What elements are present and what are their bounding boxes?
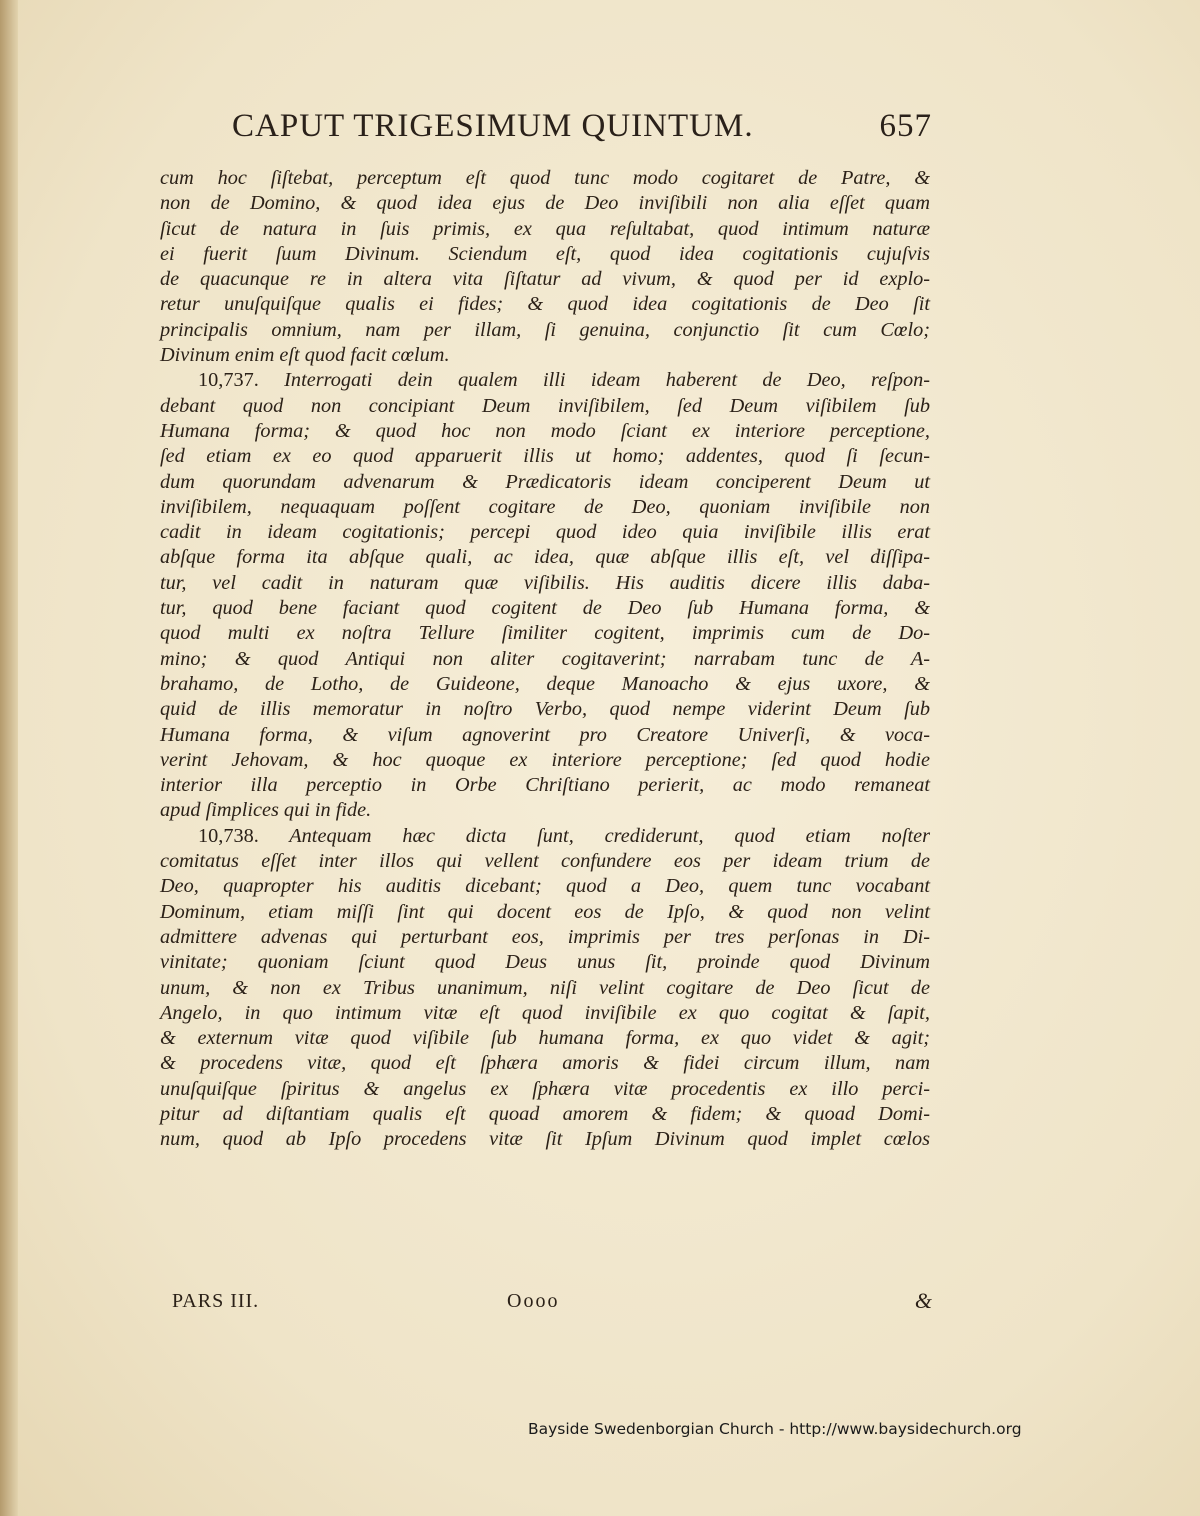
paragraph-number: 10,737. [198, 369, 259, 392]
line-text: cum hoc ſiſtebat, perceptum eſt quod tunc modo cogitaret de Patre, & [160, 167, 930, 189]
line-text: Deo, quapropter his auditis dicebant; quod a Deo, quem tunc vocabant [160, 875, 930, 898]
line-text: comitatus eſſet inter illos qui vellent confundere eos per ideam trium de [160, 850, 930, 873]
page-edge-shadow [0, 0, 18, 1516]
line-text: quod multi ex noſtra Tellure ſimiliter cogitent, imprimis cum de Do- [160, 622, 930, 645]
page-footer [172, 1290, 932, 1320]
credit-watermark: Bayside Swedenborgian Church - http://www.baysidechurch.org [528, 1420, 1022, 1438]
line-text: quid de illis memoratur in noſtro Verbo, quod nempe viderint Deum ſub [160, 698, 930, 721]
text-line [160, 242, 930, 267]
line-text: Interrogati dein qualem illi ideam haberent de Deo, reſpon- [284, 369, 930, 392]
text-line [160, 950, 930, 975]
signature-part: PARS III. [172, 1290, 260, 1312]
text-line [160, 748, 930, 773]
text-line [160, 798, 930, 823]
body-text [160, 166, 930, 1153]
text-line [160, 1127, 930, 1152]
line-text: debant quod non concipiant Deum inviſibilem, ſed Deum viſibilem ſub [160, 394, 930, 417]
line-text: apud ſimplices qui in fide. [160, 799, 372, 822]
line-text: & externum vitæ quod viſibile ſub humana forma, ex quo videt & agit; [160, 1027, 930, 1050]
line-text: Antequam hæc dicta ſunt, crediderunt, quod etiam noſter [289, 824, 930, 847]
chapter-title: CAPUT TRIGESIMUM QUINTUM. [232, 108, 754, 144]
page-number: 657 [879, 108, 932, 144]
text-line [160, 925, 930, 950]
text-line [160, 394, 930, 419]
line-text: Divinum enim eſt quod facit cœlum. [160, 344, 450, 367]
line-text: abſque forma ita abſque quali, ac idea, quæ abſque illis eſt, vel diſſipa- [160, 546, 930, 569]
line-text: inviſibilem, nequaquam poſſent cogitare de Deo, quoniam inviſibile non [160, 495, 930, 518]
text-line [160, 1102, 930, 1127]
line-text: unuſquiſque ſpiritus & angelus ex ſphæra vitæ procedentis ex illo perci- [160, 1077, 930, 1100]
line-text: pitur ad diſtantiam qualis eſt quoad amorem & fidem; & quoad Domi- [160, 1102, 930, 1125]
line-text: Dominum, etiam miſſi ſint qui docent eos de Ipſo, & quod non velint [160, 900, 930, 923]
line-text: principalis omnium, nam per illam, ſi genuina, conjunctio ſit cum Cœlo; [160, 318, 930, 341]
text-line [160, 166, 930, 191]
text-line [160, 976, 930, 1001]
text-line [160, 267, 930, 292]
line-text: ſicut de natura in ſuis primis, ex qua reſultabat, quod intimum naturæ [160, 217, 930, 240]
text-line [160, 697, 930, 722]
text-line [160, 444, 930, 469]
line-text: tur, vel cadit in naturam quæ viſibilis. His auditis dicere illis daba- [160, 571, 930, 594]
text-line [160, 1077, 930, 1102]
line-text: non de Domino, & quod idea ejus de Deo inviſibili non alia eſſet quam [160, 192, 930, 215]
line-text: brahamo, de Lotho, de Guideone, deque Manoacho & ejus uxore, & [160, 672, 930, 695]
line-text: ſed etiam ex eo quod apparuerit illis ut homo; addentes, quod ſi ſecun- [160, 445, 930, 468]
line-text: cadit in ideam cogitationis; percepi quod ideo quia inviſibile illis erat [160, 521, 930, 544]
text-line [160, 647, 930, 672]
text-line [160, 470, 930, 495]
text-line [160, 191, 930, 216]
line-text: & procedens vitæ, quod eſt ſphæra amoris & fidei circum illum, nam [160, 1052, 930, 1075]
text-line [160, 900, 930, 925]
line-text: mino; & quod Antiqui non aliter cogitaverint; narrabam tunc de A- [160, 647, 930, 670]
line-text: dum quorundam advenarum & Prædicatoris ideam conciperent Deum ut [160, 470, 930, 493]
text-line [160, 343, 930, 368]
text-line [160, 1051, 930, 1076]
text-line [160, 621, 930, 646]
line-text: ei fuerit ſuum Divinum. Sciendum eſt, quod idea cogitationis cujuſvis [160, 242, 930, 265]
text-line [160, 723, 930, 748]
text-line [160, 672, 930, 697]
line-text: admittere advenas qui perturbant eos, imprimis per tres perſonas in Di- [160, 925, 930, 948]
text-line [160, 1026, 930, 1051]
text-line [160, 571, 930, 596]
line-text: Humana forma; & quod hoc non modo ſciant ex interiore perceptione, [160, 419, 930, 442]
text-line [160, 495, 930, 520]
text-line [160, 874, 930, 899]
text-line [160, 520, 930, 545]
line-text: Angelo, in quo intimum vitæ eſt quod inviſibile ex quo cogitat & ſapit, [160, 1001, 930, 1024]
text-line [160, 368, 930, 393]
text-line [160, 419, 930, 444]
text-line [160, 596, 930, 621]
text-line [160, 849, 930, 874]
text-line [160, 824, 930, 849]
running-head [232, 108, 932, 145]
line-text: unum, & non ex Tribus unanimum, niſi velint cogitare de Deo ſicut de [160, 976, 930, 999]
line-text: de quacunque re in altera vita ſiſtatur ad vivum, & quod per id explo- [160, 268, 930, 291]
text-line [160, 545, 930, 570]
line-text: retur unuſquiſque qualis ei fides; & quod idea cogitationis de Deo ſit [160, 293, 930, 316]
line-text: interior illa perceptio in Orbe Chriſtiano perierit, ac modo remaneat [160, 774, 930, 797]
line-text: tur, quod bene faciant quod cogitent de Deo ſub Humana forma, & [160, 597, 930, 620]
text-line [160, 773, 930, 798]
signature-mark: Oooo [507, 1290, 560, 1312]
paragraph-number: 10,738. [198, 824, 259, 847]
text-line [160, 217, 930, 242]
catchword: & [914, 1288, 932, 1313]
text-line [160, 1001, 930, 1026]
text-line [160, 292, 930, 317]
line-text: Humana forma, & viſum agnoverint pro Creatore Univerſi, & voca- [160, 723, 930, 746]
line-text: vinitate; quoniam ſciunt quod Deus unus ſit, proinde quod Divinum [160, 951, 930, 974]
line-text: verint Jehovam, & hoc quoque ex interiore perceptione; ſed quod hodie [160, 748, 930, 771]
text-line [160, 318, 930, 343]
line-text: num, quod ab Ipſo procedens vitæ ſit Ipſum Divinum quod implet cœlos [160, 1128, 930, 1151]
